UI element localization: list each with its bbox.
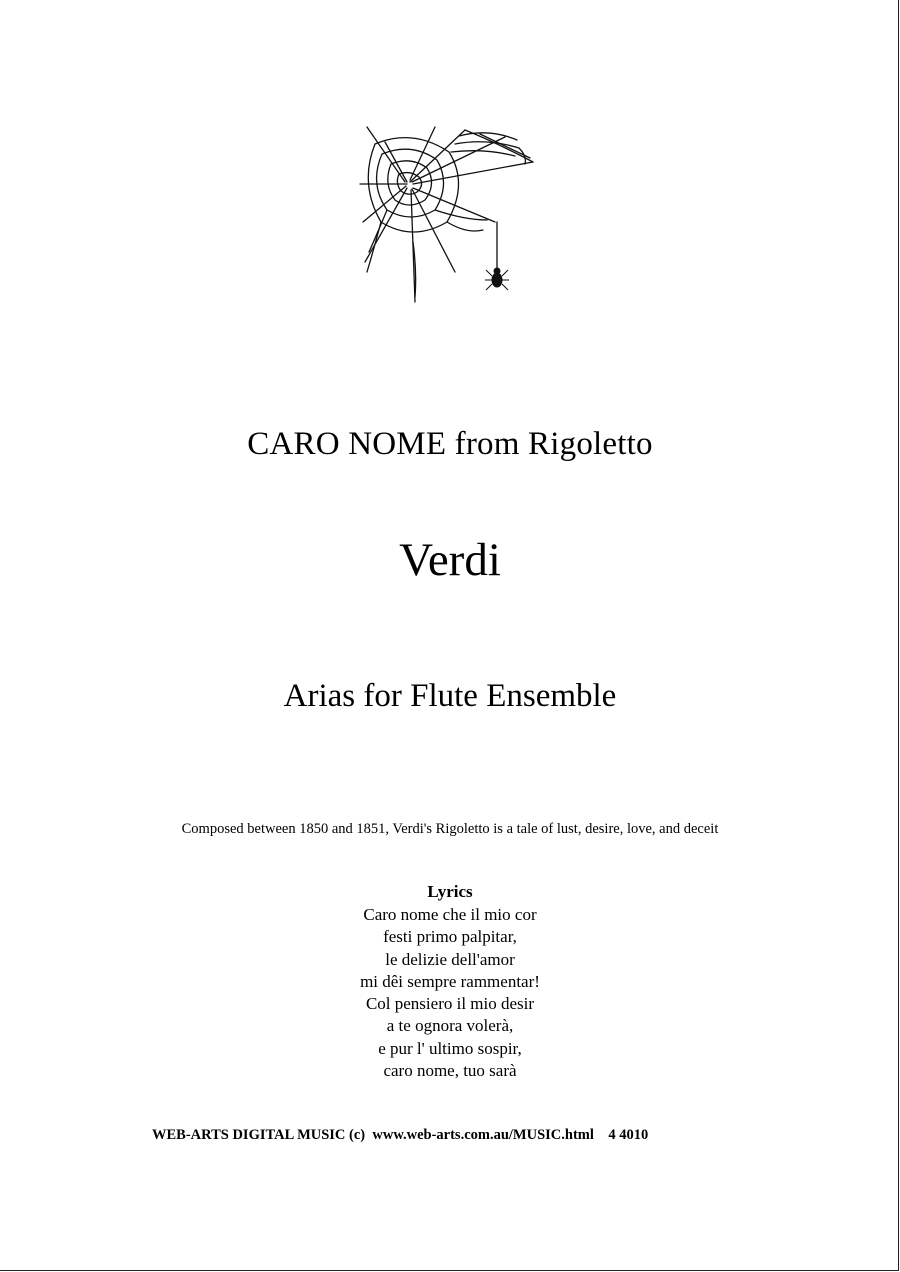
- lyrics-heading: Lyrics: [427, 882, 473, 901]
- description-text: Composed between 1850 and 1851, Verdi's Rigoletto is a tale of lust, desire, love, and deceit: [181, 821, 719, 837]
- lyrics-line: mi dêi sempre rammentar!: [360, 971, 540, 991]
- publisher-url: www.web-arts.com.au/MUSIC.html: [372, 1127, 594, 1143]
- piece-title: CARO NOME from Rigoletto: [247, 426, 653, 462]
- composer-name: Verdi: [399, 534, 501, 586]
- lyrics-line: festi primo palpitar,: [383, 927, 517, 947]
- lyrics-line: e pur l' ultimo sospir,: [378, 1038, 522, 1058]
- spider-web-icon: [355, 122, 540, 307]
- catalog-number: 4 4010: [608, 1127, 649, 1143]
- lyrics-line: a te ognora volerà,: [386, 1016, 514, 1036]
- footer-line: [152, 1127, 648, 1144]
- lyrics-line: Caro nome che il mio cor: [363, 905, 537, 924]
- lyrics-line: caro nome, tuo sarà: [383, 1061, 517, 1081]
- lyrics-line: le delizie dell'amor: [385, 949, 515, 969]
- collection-title: Arias for Flute Ensemble: [283, 678, 617, 714]
- lyrics-section: [0, 880, 900, 1082]
- lyrics-line: Col pensiero il mio desir: [365, 994, 535, 1014]
- publisher-name: WEB-ARTS DIGITAL MUSIC (c): [152, 1127, 366, 1143]
